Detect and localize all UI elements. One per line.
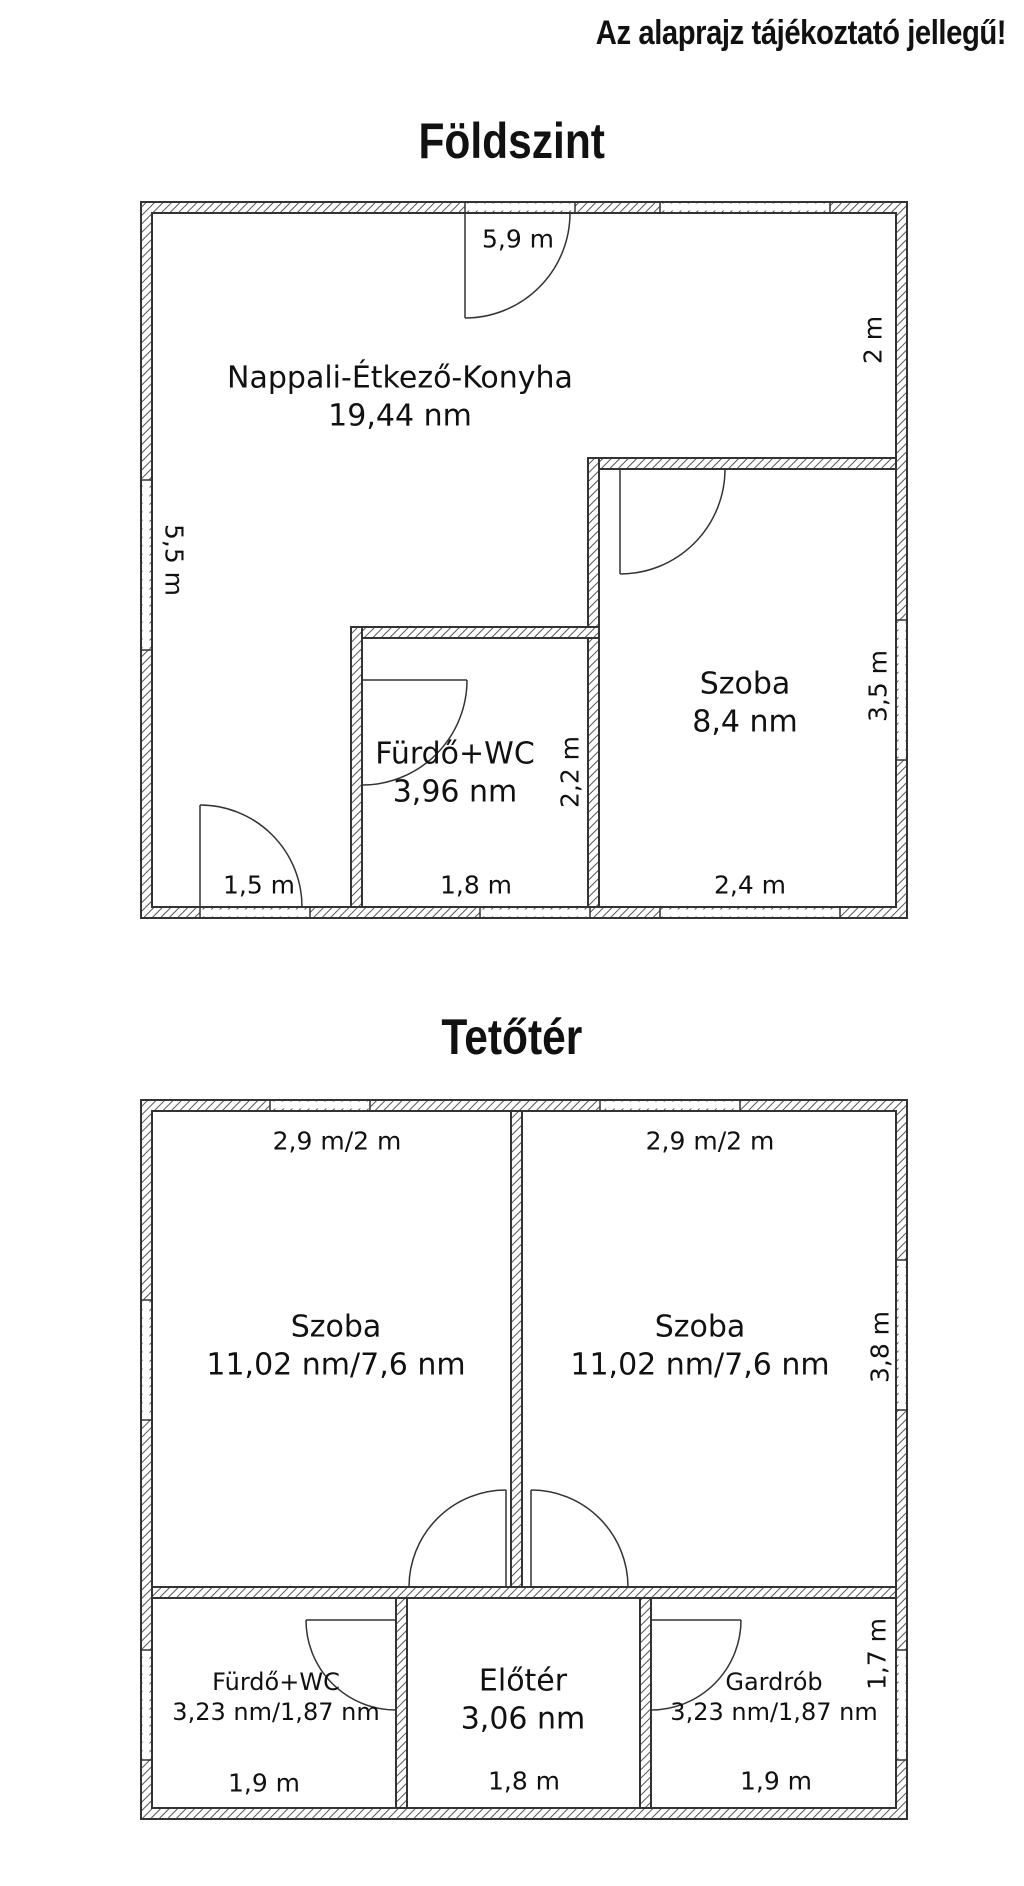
ground-outer-wall xyxy=(141,202,907,918)
ground-wall-horizontal-upper xyxy=(588,458,896,469)
dim-attic-right-side: 3,8 m xyxy=(865,1310,895,1384)
room-bathroom-attic: Fürdő+WC 3,23 nm/1,87 nm xyxy=(172,1668,380,1726)
dim-attic-hall-bottom: 1,8 m xyxy=(487,1766,561,1796)
ground-floor-plan xyxy=(141,202,907,918)
disclaimer-notice: Az alaprajz tájékoztató jellegű! xyxy=(595,14,1006,52)
dim-entry-bottom: 1,5 m xyxy=(222,870,296,900)
room-living-kitchen: Nappali-Étkező-Konyha 19,44 nm xyxy=(227,360,573,433)
attic-wall-bath xyxy=(396,1598,407,1808)
attic-wall-center xyxy=(511,1111,522,1598)
dim-living-right: 2 m xyxy=(858,315,888,365)
ground-wall-vertical-room xyxy=(588,458,599,907)
dim-attic-wardrobe-bottom: 1,9 m xyxy=(739,1766,813,1796)
attic-wall-wardrobe xyxy=(640,1598,651,1808)
room-bedroom-attic-left: Szoba 11,02 nm/7,6 nm xyxy=(206,1309,466,1382)
room-hallway-attic: Előtér 3,06 nm xyxy=(460,1663,586,1736)
ground-wall-vertical-bath xyxy=(351,627,362,907)
dim-attic-left-top: 2,9 m/2 m xyxy=(272,1126,402,1156)
room-bathroom-ground: Fürdő+WC 3,96 nm xyxy=(375,736,535,809)
dim-room-right: 3,5 m xyxy=(863,649,893,723)
dim-bath-side: 2,2 m xyxy=(555,735,585,809)
dim-living-top: 5,9 m xyxy=(481,224,555,254)
room-bedroom-ground: Szoba 8,4 nm xyxy=(692,666,798,739)
dim-living-left: 5,5 m xyxy=(159,523,189,597)
dim-bath-bottom: 1,8 m xyxy=(439,870,513,900)
dim-attic-bath-bottom: 1,9 m xyxy=(227,1768,301,1798)
ground-wall-horizontal-bath xyxy=(351,627,599,638)
attic-title: Tetőtér xyxy=(441,1009,583,1065)
dim-room-bottom: 2,4 m xyxy=(713,870,787,900)
ground-floor-title: Földszint xyxy=(418,113,606,169)
dim-attic-wardrobe-side: 1,7 m xyxy=(862,1617,892,1691)
dim-attic-right-top: 2,9 m/2 m xyxy=(645,1126,775,1156)
attic-wall-horizontal xyxy=(152,1587,896,1598)
room-bedroom-attic-right: Szoba 11,02 nm/7,6 nm xyxy=(570,1309,830,1382)
attic-doors xyxy=(306,1490,741,1808)
room-wardrobe-attic: Gardrób 3,23 nm/1,87 nm xyxy=(670,1668,878,1726)
